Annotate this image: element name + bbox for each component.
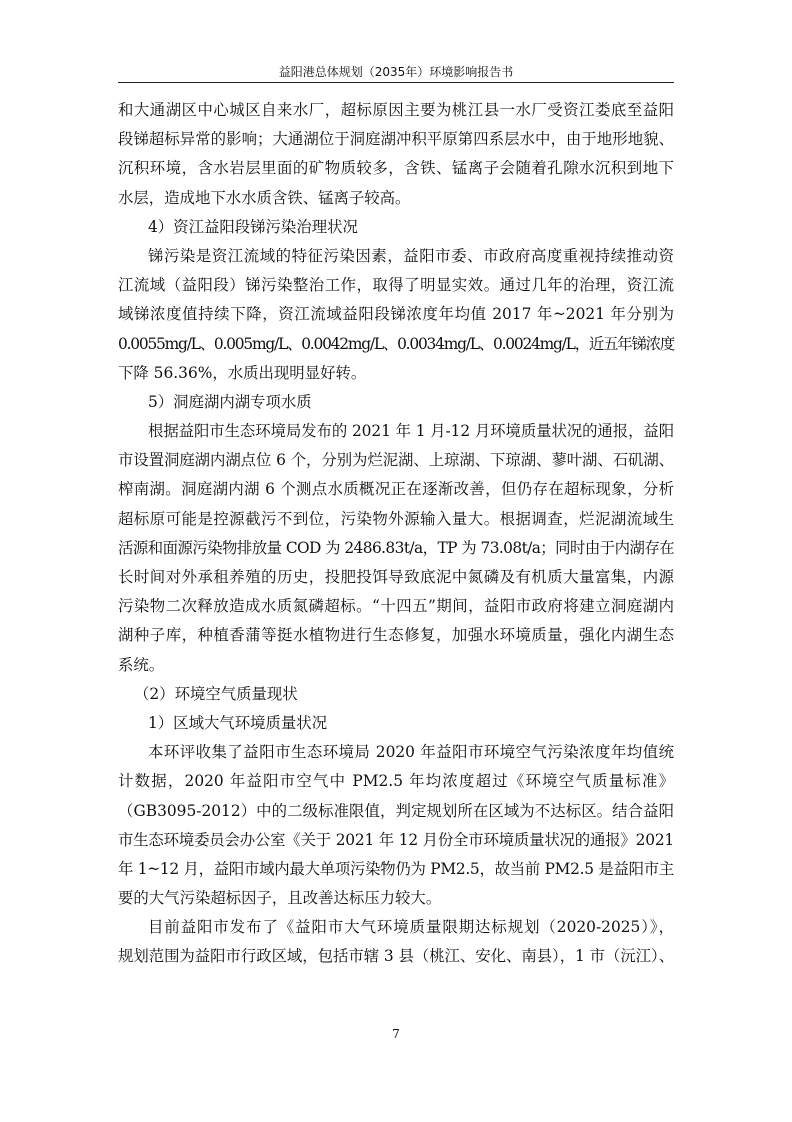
text-line: 江流域（益阳段）锑污染整治工作，取得了明显实效。通过几年的治理，资江流	[118, 276, 674, 295]
text-line: 污染物二次释放造成水质氮磷超标。“十四五”期间，益阳市政府将建立洞庭湖内	[118, 597, 674, 616]
text-line: 计数据，2020 年益阳市空气中 PM2.5 年均浓度超过《环境空气质量标准》	[118, 772, 674, 791]
paragraph-groundwater-continued	[118, 96, 674, 213]
text-line: 系统。	[118, 655, 165, 674]
heading-text: 1）区域大气环境质量状况	[148, 713, 328, 732]
paragraph-dongting-lakes	[118, 417, 674, 680]
heading-regional-air	[118, 709, 674, 738]
heading-air-quality	[118, 680, 674, 709]
page-number: 7	[392, 1027, 400, 1041]
text-line: 市设置洞庭湖内湖点位 6 个，分别为烂泥湖、上琼湖、下琼湖、蓼叶湖、石矶湖、	[118, 451, 674, 470]
text-line: 域锑浓度值持续下降，资江流域益阳段锑浓度年均值 2017 年~2021 年分别为	[118, 305, 674, 324]
text-line: 湖种子库，种植香蒲等挺水植物进行生态修复，加强水环境质量，强化内湖生态	[118, 626, 674, 645]
text-line: 本环评收集了益阳市生态环境局 2020 年益阳市环境空气污染浓度年均值统	[148, 743, 674, 762]
heading-text: 5）洞庭湖内湖专项水质	[148, 392, 312, 411]
text-line: 长时间对外承租养殖的历史，投肥投饵导致底泥中氮磷及有机质大量富集，内源	[118, 568, 674, 586]
header-divider	[118, 82, 674, 83]
text-line: 市生态环境委员会办公室《关于 2021 年 12 月份全市环境质量状况的通报》2021	[118, 830, 674, 849]
text-line: 要的大气污染超标因子，且改善达标压力较大。	[118, 889, 442, 908]
text-line: 水层，造成地下水水质含铁、锰离子较高。	[118, 188, 411, 207]
heading-dongting-lakes	[118, 388, 674, 417]
text-line: 0.0055mg/L、0.005mg/L、0.0042mg/L、0.0034mg/L、0.0024mg/L，近五年锑浓度	[118, 334, 675, 353]
text-line: 和大通湖区中心城区自来水厂，超标原因主要为桃江县一水厂受资江娄底至益阳	[118, 101, 674, 119]
paragraph-antimony	[118, 242, 674, 388]
text-line: 年 1~12 月，益阳市域内最大单项污染物仍为 PM2.5，故当前 PM2.5 是益阳市主	[118, 859, 674, 878]
text-line: 超标原可能是控源截污不到位，污染物外源输入量大。根据调查，烂泥湖流域生	[118, 509, 674, 528]
text-line: 下降 56.36%，水质出现明显好转。	[118, 363, 367, 382]
text-line: 目前益阳市发布了《益阳市大气环境质量限期达标规划（2020-2025）》，	[148, 918, 674, 937]
text-line: （GB3095-2012）中的二级标准限值，判定规划所在区域为不达标区。结合益阳	[118, 801, 674, 820]
text-line: 规划范围为益阳市行政区域，包括市辖 3 县（桃江、安化、南县），1 市（沅江）、	[118, 947, 674, 966]
heading-antimony-treatment	[118, 213, 674, 242]
paragraph-regional-air	[118, 738, 674, 913]
running-header: 益阳港总体规划（2035年）环境影响报告书	[278, 65, 514, 79]
heading-text: 4）资江益阳段锑污染治理状况	[148, 217, 358, 236]
heading-text: （2）环境空气质量现状	[134, 684, 298, 703]
document-body	[118, 96, 674, 972]
text-line: 沉积环境，含水岩层里面的矿物质较多，含铁、锰离子会随着孔隙水沉积到地下	[118, 159, 674, 178]
text-line: 根据益阳市生态环境局发布的 2021 年 1 月-12 月环境质量状况的通报，益阳	[148, 422, 674, 441]
text-line: 段锑超标异常的影响；大通湖位于洞庭湖冲积平原第四系层水中，由于地形地貌、	[118, 130, 674, 149]
paragraph-attainment-plan	[118, 913, 674, 971]
text-line: 活源和面源污染物排放量 COD 为 2486.83t/a，TP 为 73.08t/a；同时由于内湖存在	[118, 538, 674, 557]
text-line: 榨南湖。洞庭湖内湖 6 个测点水质概况正在逐渐改善，但仍存在超标现象，分析	[118, 480, 674, 499]
text-line: 锑污染是资江流域的特征污染因素，益阳市委、市政府高度重视持续推动资	[148, 246, 674, 265]
